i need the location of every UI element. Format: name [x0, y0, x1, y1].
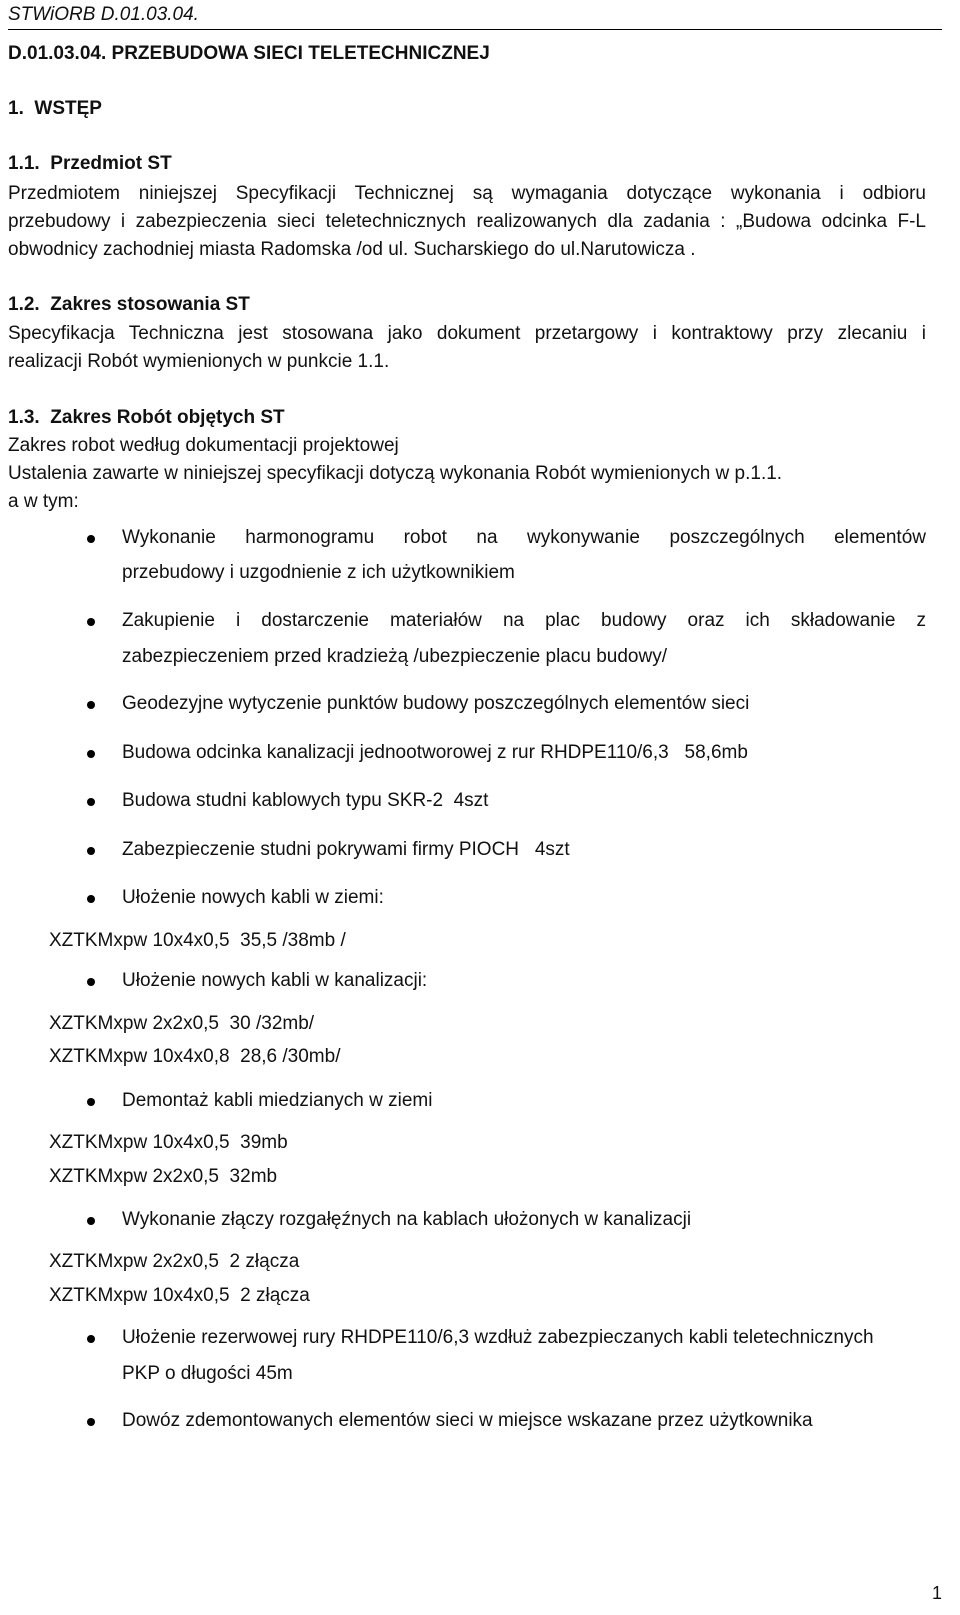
section-heading-1: [8, 97, 102, 121]
bullet-icon: [87, 535, 95, 543]
document-title: D.01.03.04. PRZEBUDOWA SIECI TELETECHNICZNEJ: [8, 43, 490, 64]
list-item-text: PKP o długości 45m: [122, 1363, 293, 1384]
bullet-icon: [87, 798, 95, 806]
list-item-text: Geodezyjne wytyczenie punktów budowy poszczególnych elementów sieci: [122, 693, 750, 714]
subsection-number: 1.1.: [8, 153, 40, 174]
list-item-text: zabezpieczeniem przed kradzieżą /ubezpieczenie placu budowy/: [122, 646, 667, 667]
bullet-icon: [87, 847, 95, 855]
subsection-heading-1-1: [8, 152, 172, 176]
subsection-heading-1-3: [8, 406, 285, 430]
section-number: 1.: [8, 98, 24, 119]
list-item-text: Ułożenie nowych kabli w ziemi:: [122, 887, 384, 908]
subsection-number: 1.2.: [8, 294, 40, 315]
list-item-text: Wykonanie złączy rozgałęźnych na kablach ułożonych w kanalizacji: [122, 1209, 692, 1230]
bullet-icon: [87, 701, 95, 709]
bullet-icon: [87, 1335, 95, 1343]
list-item-text: przebudowy i uzgodnienie z ich użytkownikiem: [122, 562, 515, 583]
paragraph-line: Zakres robot według dokumentacji projektowej: [8, 435, 399, 456]
paragraph-line: Specyfikacja Techniczna jest stosowana jako dokument przetargowy i kontraktowy przy zlecaniu i: [8, 323, 926, 344]
page-number: 1: [931, 1583, 942, 1603]
cable-spec-line: XZTKMxpw 10x4x0,5 39mb: [49, 1132, 288, 1153]
running-header: STWiORB D.01.03.04.: [8, 3, 942, 30]
cable-spec-line: XZTKMxpw 10x4x0,5 2 złącza: [49, 1285, 310, 1306]
cable-spec-line: XZTKMxpw 10x4x0,8 28,6 /30mb/: [49, 1046, 341, 1067]
list-item-text: Demontaż kabli miedzianych w ziemi: [122, 1090, 433, 1111]
cable-spec-line: XZTKMxpw 2x2x0,5 32mb: [49, 1166, 278, 1187]
paragraph-line: obwodnicy zachodniej miasta Radomska /od ul. Sucharskiego do ul.Narutowicza .: [8, 239, 696, 260]
list-item-text: Wykonanie harmonogramu robot na wykonywanie poszczególnych elementów: [122, 527, 926, 548]
cable-spec-line: XZTKMxpw 2x2x0,5 2 złącza: [49, 1251, 300, 1272]
bullet-icon: [87, 895, 95, 903]
subsection-heading-1-2: [8, 293, 250, 317]
subsection-title: Zakres stosowania ST: [50, 294, 250, 315]
list-item-text: Dowóz zdemontowanych elementów sieci w miejsce wskazane przez użytkownika: [122, 1410, 813, 1431]
bullet-icon: [87, 1418, 95, 1426]
paragraph-line: Ustalenia zawarte w niniejszej specyfikacji dotyczą wykonania Robót wymienionych w p.1.1.: [8, 463, 783, 484]
subsection-number: 1.3.: [8, 407, 40, 428]
paragraph-line: Przedmiotem niniejszej Specyfikacji Technicznej są wymagania dotyczące wykonania i odbioru: [8, 183, 926, 204]
bullet-icon: [87, 618, 95, 626]
paragraph-line: a w tym:: [8, 491, 79, 512]
cable-spec-line: XZTKMxpw 10x4x0,5 35,5 /38mb /: [49, 930, 346, 951]
subsection-title: Zakres Robót objętych ST: [50, 407, 285, 428]
bullet-icon: [87, 750, 95, 758]
cable-spec-line: XZTKMxpw 2x2x0,5 30 /32mb/: [49, 1013, 315, 1034]
list-item-text: Ułożenie nowych kabli w kanalizacji:: [122, 970, 428, 991]
paragraph-line: przebudowy i zabezpieczenia sieci teletechnicznych realizowanych dla zadania : „Budowa odcinka F-L: [8, 211, 926, 232]
paragraph-line: realizacji Robót wymienionych w punkcie 1.1.: [8, 351, 390, 372]
bullet-icon: [87, 1217, 95, 1225]
section-title: WSTĘP: [34, 98, 102, 119]
subsection-title: Przedmiot ST: [50, 153, 172, 174]
list-item-text: Zabezpieczenie studni pokrywami firmy PIOCH 4szt: [122, 839, 570, 860]
list-item-text: Ułożenie rezerwowej rury RHDPE110/6,3 wzdłuż zabezpieczanych kabli teletechnicznych: [122, 1327, 874, 1348]
bullet-icon: [87, 1098, 95, 1106]
list-item-text: Zakupienie i dostarczenie materiałów na plac budowy oraz ich składowanie z: [122, 610, 926, 631]
bullet-icon: [87, 978, 95, 986]
list-item-text: Budowa studni kablowych typu SKR-2 4szt: [122, 790, 489, 811]
list-item-text: Budowa odcinka kanalizacji jednootworowej z rur RHDPE110/6,3 58,6mb: [122, 742, 748, 763]
